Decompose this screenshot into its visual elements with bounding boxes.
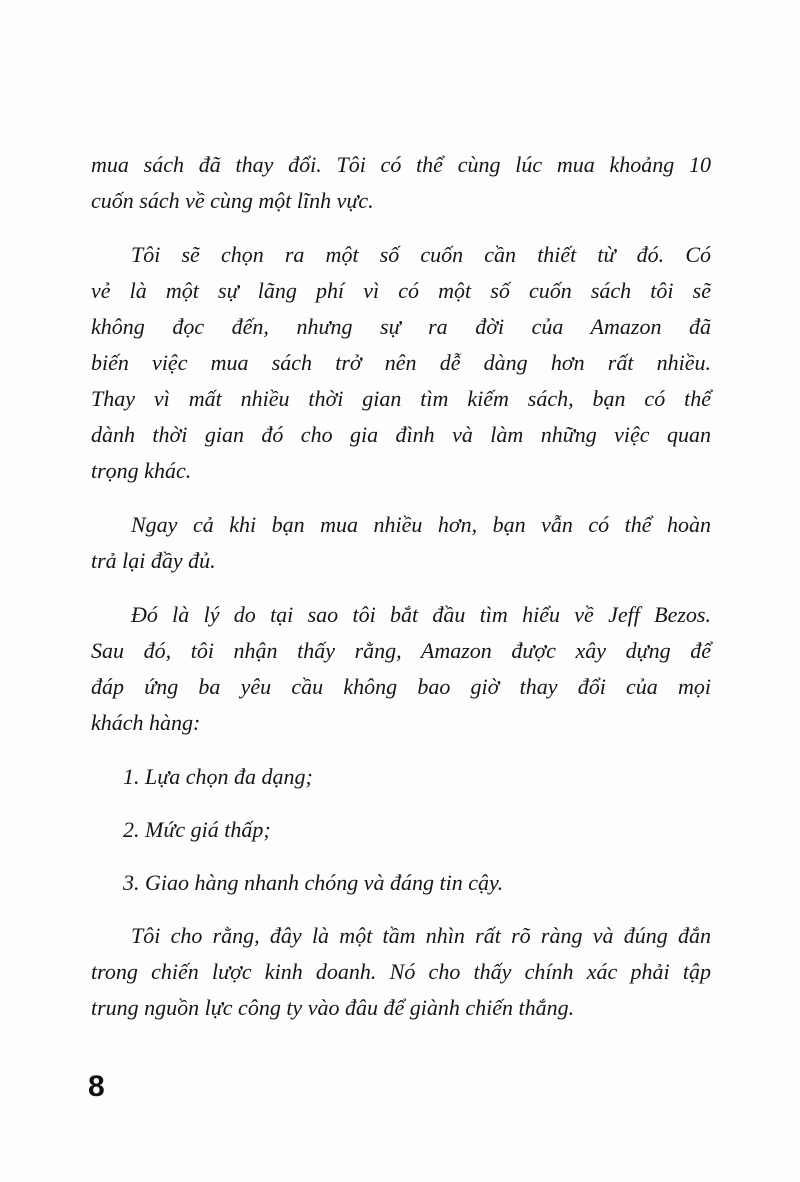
- text-line: trong chiến lược kinh doanh. Nó cho thấy chính xác phải tập: [91, 959, 711, 984]
- text-line: trung nguồn lực công ty vào đâu để giành chiến thắng.: [91, 995, 575, 1020]
- paragraph-5: [91, 918, 711, 1026]
- text-line: không đọc đến, nhưng sự ra đời của Amazon đã: [91, 314, 711, 339]
- text-line: Sau đó, tôi nhận thấy rằng, Amazon được xây dựng để: [91, 638, 711, 663]
- paragraph-4: [91, 597, 711, 741]
- body-text: [91, 147, 711, 1044]
- text-line: mua sách đã thay đổi. Tôi có thể cùng lúc mua khoảng 10: [91, 152, 711, 177]
- text-line: khách hàng:: [91, 710, 201, 735]
- text-line: đáp ứng ba yêu cầu không bao giờ thay đổi của mọi: [91, 674, 711, 699]
- text-line: vẻ là một sự lãng phí vì có một số cuốn sách tôi sẽ: [91, 278, 711, 303]
- paragraph-3: [91, 507, 711, 579]
- list-item-2: 2. Mức giá thấp;: [123, 817, 271, 842]
- text-line: Tôi cho rằng, đây là một tầm nhìn rất rõ ràng và đúng đắn: [131, 923, 711, 948]
- text-line: biến việc mua sách trở nên dễ dàng hơn rất nhiều.: [91, 350, 711, 375]
- text-line: Đó là lý do tại sao tôi bắt đầu tìm hiểu về Jeff Bezos.: [131, 602, 711, 627]
- text-line: trả lại đầy đủ.: [91, 548, 216, 573]
- list-item-3: 3. Giao hàng nhanh chóng và đáng tin cậy.: [123, 870, 504, 895]
- text-line: dành thời gian đó cho gia đình và làm những việc quan: [91, 422, 711, 447]
- paragraph-1: [91, 147, 711, 219]
- page-number: 8: [88, 1070, 105, 1103]
- text-line: trọng khác.: [91, 458, 192, 483]
- text-line: Thay vì mất nhiều thời gian tìm kiếm sách, bạn có thể: [91, 386, 711, 411]
- list-item-1: 1. Lựa chọn đa dạng;: [123, 764, 313, 789]
- text-line: Ngay cả khi bạn mua nhiều hơn, bạn vẫn có thể hoàn: [131, 512, 711, 537]
- text-line: Tôi sẽ chọn ra một số cuốn cần thiết từ đó. Có: [131, 242, 711, 267]
- text-line: cuốn sách về cùng một lĩnh vực.: [91, 188, 374, 213]
- paragraph-2: [91, 237, 711, 489]
